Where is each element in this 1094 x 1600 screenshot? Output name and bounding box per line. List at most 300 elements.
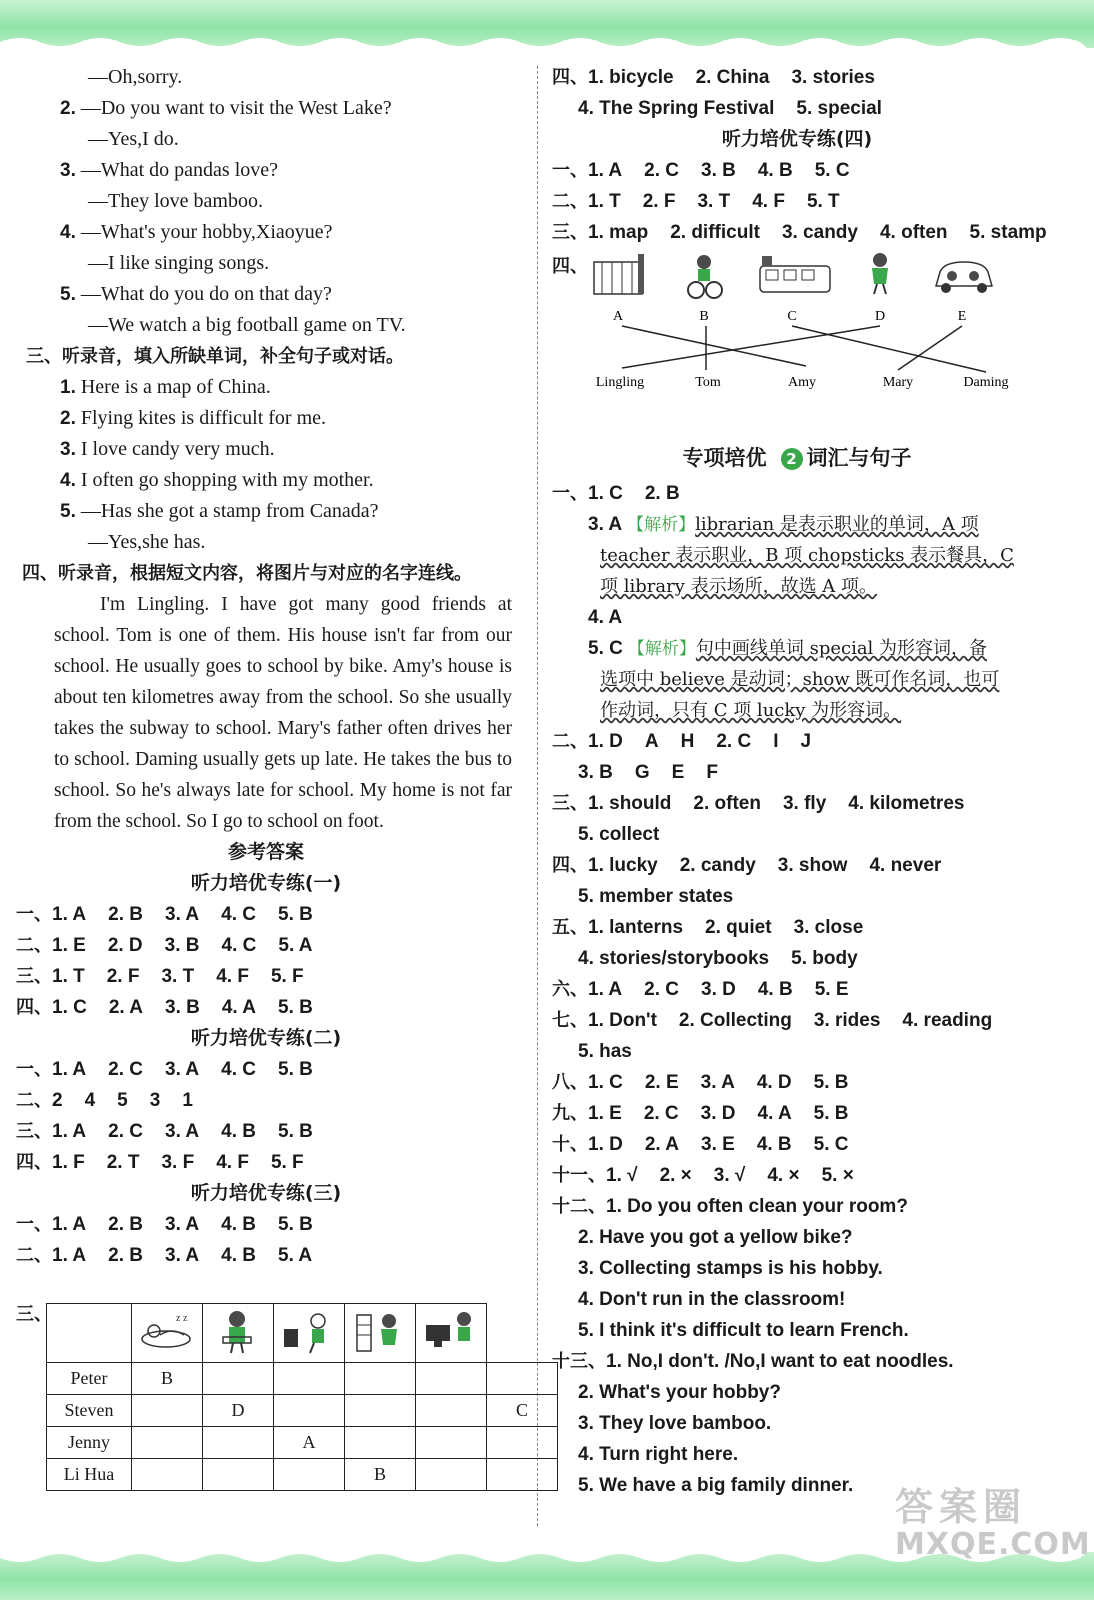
row-label: 三、 [552,793,588,814]
picture-c-subway-icon [760,256,830,292]
row-label: 三、 [16,966,52,987]
answer-item: 4. stories/storybooks [578,948,770,969]
answer-item: 2. C [643,1103,679,1124]
top-decorative-band [0,0,1094,48]
answer-item: 4. B [221,1214,256,1235]
section3-title: 三、听录音，填入所缺单词，补全句子或对话。 [26,346,404,367]
section3-item [16,527,516,558]
answer-row [552,1191,1042,1222]
answer-row [552,974,1042,1005]
answer-item: 3. show [777,855,848,876]
left-column [16,62,516,1271]
q3-answer: 3. A [588,514,623,535]
answer-row [552,1036,1042,1067]
answer-item: 4. Don't run in the classroom! [578,1289,846,1310]
dialog-line [16,310,516,341]
exp3-line2-row [552,540,1042,571]
table-cell [487,1459,558,1491]
answer-item: 4. Turn right here. [578,1444,739,1465]
table-row [47,1459,558,1491]
answer-item: 3. close [793,917,864,938]
answer-row [552,478,1042,509]
dialog-line [16,93,516,124]
analysis-tag: 【解析】 [627,515,696,535]
answer-item: 5. has [578,1041,632,1062]
answer-item: G [634,762,650,783]
table-name-cell: Jenny [47,1427,132,1459]
answer-item: 4. A [757,1103,792,1124]
section3-item [16,403,516,434]
row-label: 三、 [16,1121,52,1142]
row-label: 十、 [552,1134,588,1155]
remaining-answers [552,726,1042,1501]
row-label: 三、 [552,222,588,243]
answer-row [552,217,1047,248]
picture-sleeping-icon [132,1304,203,1363]
watermark-logo-text: 答案圈 [895,1485,1028,1529]
answer-item: 2. C [716,731,752,752]
dialog-text: —What do you do on that day? [80,283,332,305]
answer-item: 2. A [108,997,143,1018]
answer-item: 4. B [756,1134,792,1155]
answer-row [552,1098,1042,1129]
dialog-text: —I like singing songs. [88,252,270,274]
answer-row [552,1253,1042,1284]
set3-answers [16,1209,516,1271]
picture-d-walking-icon [872,253,888,294]
item-number: 2. [60,98,76,119]
row-label: 四、 [16,997,52,1018]
answer-item: 1. A [588,160,623,181]
answer-item: 4. reading [902,1010,993,1031]
answer-row [16,1116,516,1147]
table-cell [416,1459,487,1491]
passage [16,589,516,837]
answer-row [552,62,1042,93]
item-text: I love candy very much. [80,438,275,460]
answer-item: 2. T [106,1152,140,1173]
answer-item: 3. candy [781,222,858,243]
table-cell [487,1427,558,1459]
match-letter-a: A [612,309,624,324]
answer-item: 1. lanterns [588,917,684,938]
table-cell [345,1427,416,1459]
answer-item: 2. E [644,1072,679,1093]
answer-item: 5. special [796,98,882,119]
answer-item: 4 [84,1090,96,1111]
set2-answers [16,1054,516,1178]
answer-item: 5. member states [578,886,734,907]
answer-item: 3. B [578,762,613,783]
answer-item: 1. T [52,966,85,987]
answer-row [16,1209,516,1240]
answer-item: 3. D [700,1103,736,1124]
answer-item: 2. Have you got a yellow bike? [578,1227,853,1248]
exp5-line3-row [552,695,1042,726]
answer-item: 4. B [757,160,793,181]
answer-item: 4. F [216,1152,249,1173]
answer-item: A [644,731,659,752]
answer-row [16,1240,516,1271]
item-text: I often go shopping with my mother. [80,469,374,491]
row-label: 十三、 [552,1351,606,1372]
match-name-lingling: Lingling [595,375,645,390]
answer-item: 4. A [221,997,256,1018]
answer-row [16,992,516,1023]
answer-item: 5. I think it's difficult to learn French. [578,1320,909,1341]
table-header-row [47,1304,558,1363]
answer-item: 1. D [588,1134,623,1155]
picture-e-car-icon [936,262,992,293]
answer-item: 3. B [164,935,200,956]
answer-item: 2. C [644,979,679,1000]
row-label: 七、 [552,1010,588,1031]
section-number-badge: 2 [781,448,803,470]
answer-row [552,1160,1042,1191]
answer-item: 3. T [697,191,731,212]
q5-answer: 5. C [588,638,623,659]
dialog-line [16,217,516,248]
answer-row [552,850,1042,881]
table-corner-cell [47,1304,132,1363]
answer-item: 2. quiet [705,917,772,938]
set4-answers [552,155,1047,248]
table-cell [416,1363,487,1395]
answer-item: 3. A [165,1214,200,1235]
answer-item: 2. candy [679,855,756,876]
top-answers [552,62,1042,124]
answer-item: 1. E [588,1103,622,1124]
row-label: 十一、 [552,1165,606,1186]
table-cell [487,1363,558,1395]
row-label: 六、 [552,979,588,1000]
table-cell: C [487,1395,558,1427]
answer-table [46,1303,558,1491]
answer-item: 3. A [165,1121,200,1142]
passage-text: I'm Lingling. I have got many good friends at school. Tom is one of them. His house isn't far from our school. He usually goes to school by bike. Amy's house is about ten kilometres away from the school. So she usually takes the subway to school. Mary's father often drives her to school. Daming usually gets up late. He takes the bus to school. So he's always late for school. My home is not far from the school. So I go to school on foot. [54,594,512,832]
answer-item: 5 [117,1090,128,1111]
answer-item: 4. F [216,966,249,987]
answer-item: I [773,731,779,752]
answer-row [552,1439,1042,1470]
row-label: 十二、 [552,1196,606,1217]
answer-item: 5. B [278,904,313,925]
answer-item: 4. C [221,1059,256,1080]
item-text: —Yes,she has. [88,531,206,553]
answer-item: J [800,731,812,752]
answer-item: 5. A [278,1245,313,1266]
dialog-line [16,186,516,217]
special-section-title [552,438,1042,478]
item-number: 3. [60,439,76,460]
row-label: 四、 [16,1152,52,1173]
item-number: 5. [60,501,76,522]
table-cell: B [345,1459,416,1491]
item-number: 4. [60,470,76,491]
answer-row [552,726,1042,757]
answer-item: 5. C [814,160,850,181]
answer-item: 1. A [52,1245,87,1266]
answer-item: 4. C [221,935,257,956]
answer-item: 1. F [52,1152,85,1173]
answer-item: 2. F [642,191,676,212]
answer-item: 1. C [588,1072,623,1093]
answer-item: 1. A [52,904,87,925]
set2-title: 听力培优专练(二) [190,1027,342,1049]
table-cell [345,1363,416,1395]
answer-item: 3. fly [782,793,827,814]
answer-item: 1. should [588,793,672,814]
answer-item: 2. China [695,67,770,88]
answer-item: 3. F [161,1152,195,1173]
match-letter-d: D [874,309,886,324]
answer-item: 2 [52,1090,63,1111]
row-label: 四、 [552,67,588,88]
answer-row [16,930,516,961]
answer-row [16,899,516,930]
table-cell [132,1427,203,1459]
dialog-text: —What's your hobby,Xiaoyue? [80,221,333,243]
table-cell: D [203,1395,274,1427]
answer-item: 2. F [106,966,140,987]
dialog-line [16,155,516,186]
answer-item: 1. A [52,1214,87,1235]
answer-item: 5. F [270,1152,304,1173]
exp3-line3-row [552,571,1042,602]
exp3-line3: 项 library 表示场所，故选 A 项。 [600,576,878,597]
q4-answer: 4. A [588,607,623,628]
item-text: —Has she got a stamp from Canada? [80,500,379,522]
match-name-amy: Amy [788,375,816,390]
dialog-section [16,62,516,341]
picture-boy-reading-icon [203,1304,274,1363]
answer-row [16,1085,516,1116]
answer-item: 4. B [221,1121,256,1142]
answer-item: 3. A [165,1245,200,1266]
answer-row [552,1377,1042,1408]
exp5-line3: 作动词，只有 C 项 lucky 为形容词。 [600,700,902,721]
question-3-explanation [552,509,1042,540]
dialog-text: —Do you want to visit the West Lake? [80,97,392,119]
answer-item: 3. stories [791,67,875,88]
special-title-a: 专项培优 [682,446,767,470]
answer-item: 4. B [221,1245,256,1266]
table-cell [416,1395,487,1427]
answer-item: 2. Collecting [678,1010,792,1031]
answer-item: 4. C [221,904,256,925]
answer-item: 5. E [814,979,849,1000]
answer-item: 4. B [757,979,793,1000]
row-label: 八、 [552,1072,588,1093]
answer-item: 3 [149,1090,161,1111]
answer-item: 4. The Spring Festival [578,98,775,119]
answer-item: 5. A [278,935,313,956]
table-name-cell: Li Hua [47,1459,132,1491]
answer-item: 5. B [278,1121,313,1142]
picture-girl-computer-icon [416,1304,487,1363]
item-number: 5. [60,284,76,305]
match-name-tom: Tom [695,375,721,390]
matching-figure [552,248,1042,438]
row-label: 二、 [16,1245,52,1266]
answer-item: 2. D [107,935,143,956]
row-label: 一、 [552,483,588,504]
answer-item: 1. Do you often clean your room? [606,1196,908,1217]
answer-row [552,943,1042,974]
answer-item: 5. collect [578,824,660,845]
dialog-line [16,124,516,155]
answer-item: 1. A [52,1121,87,1142]
row-label: 九、 [552,1103,588,1124]
answer-row [552,93,1042,124]
answer-row [552,1408,1042,1439]
answer-item: 5. T [806,191,840,212]
answer-item: 4. never [869,855,942,876]
dialog-text: —They love bamboo. [88,190,263,212]
answer-item: 1. No,I don't. /No,I want to eat noodles. [606,1351,954,1372]
answer-row [552,819,1042,850]
picture-a-school-icon [594,254,644,294]
picture-b-bike-icon [688,255,722,298]
answer-item: 2. B [644,483,680,504]
answer-item: 1. E [52,935,86,956]
section3-items [16,372,516,558]
answer-row [552,1005,1042,1036]
answer-row [552,788,1042,819]
table-name-cell: Steven [47,1395,132,1427]
answer-item: 2. B [108,904,143,925]
answer-item: 5. B [278,997,313,1018]
answer-item: 2. difficult [670,222,760,243]
row-label: 二、 [552,191,588,212]
answer-item: 1. A [52,1059,87,1080]
dialog-text: —Oh,sorry. [88,66,183,88]
answer-item: 1. D [588,731,623,752]
watermark-url: MXQE.COM [895,1527,1091,1562]
table-body [47,1363,558,1491]
answers-title: 参考答案 [227,841,304,863]
answer-item: 2. often [693,793,761,814]
answer-item: 1. lucky [588,855,658,876]
answer-item: F [706,762,718,783]
answer-row [552,1284,1042,1315]
section3-item [16,372,516,403]
section3-item [16,465,516,496]
answer-row [16,961,516,992]
picture-girl-shelf-icon [345,1304,416,1363]
answer-item: 5. B [278,1059,313,1080]
match-letter-e: E [957,309,967,324]
exp3-line2: teacher 表示职业，B 项 chopsticks 表示餐具，C [600,545,1014,566]
answer-item: 3. rides [813,1010,881,1031]
answer-row [16,1054,516,1085]
item-number: 3. [60,160,76,181]
answer-item: 5. C [813,1134,849,1155]
answer-item: 3. T [161,966,195,987]
item-number: 2. [60,408,76,429]
section3-item [16,496,516,527]
set3-title: 听力培优专练(三) [190,1182,342,1204]
item-text: Flying kites is difficult for me. [80,407,327,429]
answer-item: 2. C [108,1059,143,1080]
dialog-text: —What do pandas love? [80,159,279,181]
answer-item: 1 [182,1090,193,1111]
answer-item: 1. C [588,483,623,504]
table-cell [345,1395,416,1427]
table-cell [274,1459,345,1491]
answer-item: 1. bicycle [588,67,674,88]
answer-item: 3. A [165,904,200,925]
answer-row [552,1315,1042,1346]
answer-item: 4. × [767,1165,800,1186]
answer-item: 3. B [701,160,736,181]
table-cell [416,1427,487,1459]
set1-title: 听力培优专练(一) [190,872,342,894]
answer-item: 5. × [821,1165,854,1186]
answer-item: 1. C [52,997,87,1018]
answer-row [16,1147,516,1178]
item-number: 1. [60,377,76,398]
answer-item: 5. B [813,1103,849,1124]
match-label: 四、 [552,256,588,277]
answer-item: 3. B [165,997,200,1018]
exp5-line2: 选项中 believe 是动词；show 既可作名词，也可 [600,669,1000,690]
set1-answers [16,899,516,1023]
answer-item: 5. B [278,1214,313,1235]
match-letter-c: C [787,309,797,324]
match-name-mary: Mary [882,375,914,390]
dialog-text: —We watch a big football game on TV. [88,314,406,336]
row-label: 二、 [16,935,52,956]
table-label: 三、 [16,1304,52,1325]
dialog-line [16,62,516,93]
answer-row [552,1067,1042,1098]
table-cell [203,1427,274,1459]
table-row [47,1363,558,1395]
table-cell [274,1363,345,1395]
answer-item: 1. √ [606,1165,638,1186]
exp3-line1: librarian 是表示职业的单词，A 项 [695,514,979,535]
answer-item: 2. B [108,1214,143,1235]
answer-item: 2. A [644,1134,679,1155]
answer-item: 1. T [588,191,621,212]
right-column [552,62,1047,1501]
answer-item: 4. D [756,1072,792,1093]
answer-item: 5. B [813,1072,849,1093]
answer-item: 4. kilometres [848,793,965,814]
special-row-1 [552,478,1042,509]
question-5-explanation [552,633,1042,664]
dialog-text: —Yes,I do. [88,128,179,150]
set4-title: 听力培优专练(四) [721,128,873,150]
answer-item: 2. C [108,1121,143,1142]
answer-row [552,881,1042,912]
answer-item: 3. Collecting stamps is his hobby. [578,1258,883,1279]
section4-title: 四、听录音，根据短文内容，将图片与对应的名字连线。 [22,563,472,584]
answer-item: 5. stamp [969,222,1047,243]
table-name-cell: Peter [47,1363,132,1395]
row-label: 四、 [552,855,588,876]
table-row [47,1395,558,1427]
exp5-line2-row [552,664,1042,695]
item-text: Here is a map of China. [80,376,271,398]
match-letter-b: B [699,309,709,324]
row-label: 二、 [16,1090,52,1111]
section3-item [16,434,516,465]
answer-item: 5. We have a big family dinner. [578,1475,854,1496]
answer-item: 3. E [701,1134,735,1155]
answer-item: E [671,762,685,783]
